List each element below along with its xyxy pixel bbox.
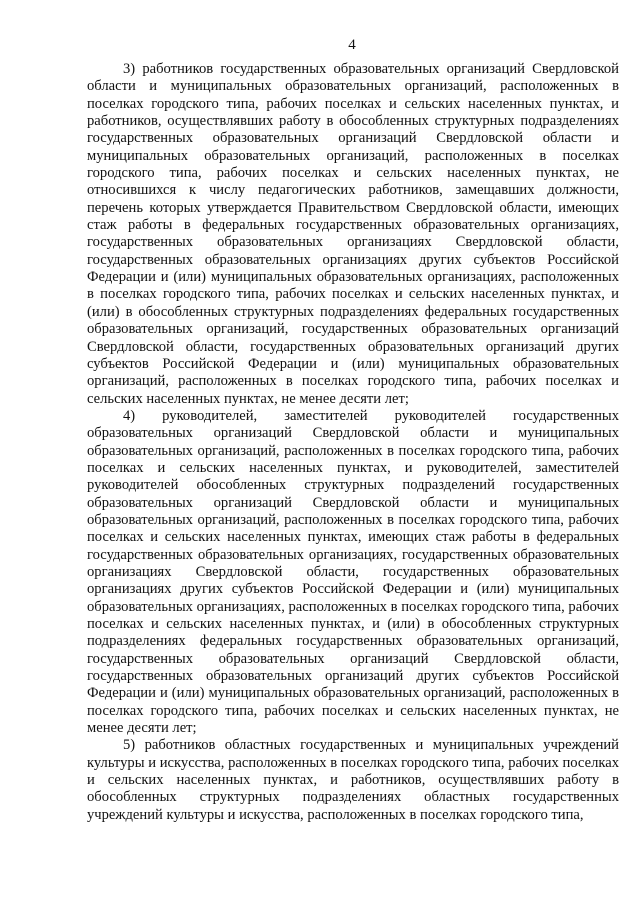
page-number: 4	[348, 37, 356, 53]
paragraph-item-3: 3) работников государственных образовательных организаций Свердловской области и муниципальных образовательных организаций, расположенных в поселках городского типа, рабочих поселках и сельских населенных пунктах, и работников, осуществлявших работу в обособленных структурных подразделениях государственных образовательных организаций Свердловской области и муниципальных образовательных организаций, расположенных в поселках городского типа, рабочих поселках и сельских населенных пунктах, не относившихся к числу педагогических работников, замещавших должности, перечень которых утверждается Правительством Свердловской области, имеющих стаж работы в федеральных государственных образовательных организациях, государственных образовательных организациях Свердловской области, государственных образовательных организациях других субъектов Российской Федерации и (или) муниципальных образовательных организациях, расположенных в поселках городского типа, рабочих поселках и сельских населенных пунктах, и (или) в обособленных структурных подразделениях федеральных государственных образовательных организаций, государственных образовательных организаций Свердловской области, государственных образовательных организаций других субъектов Российской Федерации и (или) муниципальных образовательных организаций, расположенных в поселках городского типа, рабочих поселках и сельских населенных пунктах, не менее десяти лет;	[87, 61, 619, 407]
paragraph-item-4: 4) руководителей, заместителей руководителей государственных образовательных организаций Свердловской области и муниципальных образовательных организаций, расположенных в поселках городского типа, рабочих поселках и сельских населенных пунктах, и руководителей, заместителей руководителей обособленных структурных подразделений государственных образовательных организаций Свердловской области и муниципальных образовательных организаций, расположенных в поселках городского типа, рабочих поселках и сельских населенных пунктах, имеющих стаж работы в федеральных государственных образовательных организациях, государственных образовательных организациях Свердловской области, государственных образовательных организациях других субъектов Российской Федерации и (или) муниципальных образовательных организациях, расположенных в поселках городского типа, рабочих поселках и сельских населенных пунктах, и (или) в обособленных структурных подразделениях федеральных государственных образовательных организаций, государственных образовательных организаций Свердловской области, государственных образовательных организаций других субъектов Российской Федерации и (или) муниципальных образовательных организаций, расположенных в поселках городского типа, рабочих поселках и сельских населенных пунктах, не менее десяти лет;	[87, 407, 619, 737]
document-body	[87, 61, 619, 824]
paragraph-item-5: 5) работников областных государственных и муниципальных учреждений культуры и искусства, расположенных в поселках городского типа, рабочих поселках и сельских населенных пунктах, и работников, осуществлявших работу в обособленных структурных подразделениях областных государственных учреждений культуры и искусства, расположенных в поселках городского типа,	[87, 737, 619, 823]
